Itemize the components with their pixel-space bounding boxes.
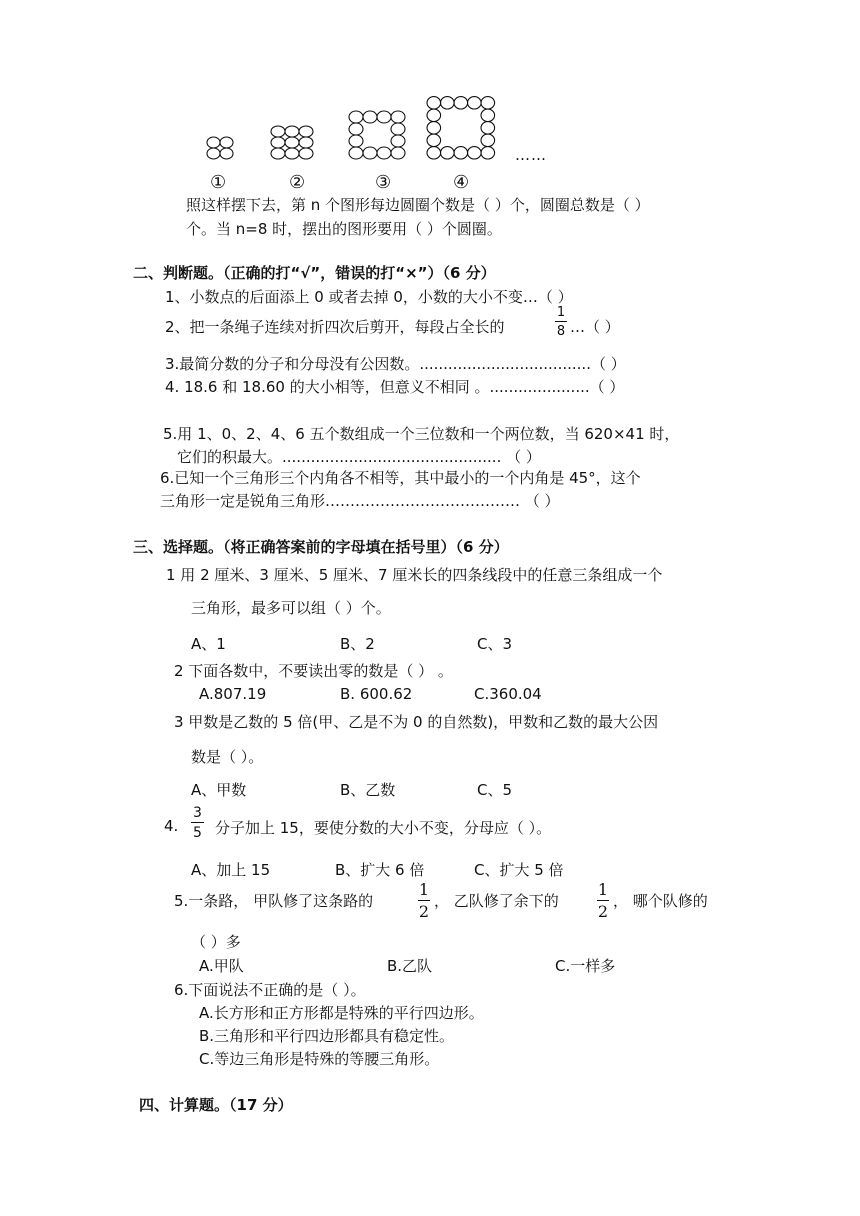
- pattern-ellipsis: ……: [515, 146, 547, 164]
- pattern-circle: [391, 135, 405, 147]
- pattern-circle: [481, 134, 495, 146]
- pattern-circle: [377, 111, 391, 123]
- pattern-circle: [271, 126, 285, 137]
- pattern-circle: [441, 97, 455, 109]
- choice-q3-option-a: A、甲数: [191, 781, 247, 799]
- choice-q1-option-b: B、2: [340, 635, 375, 653]
- choice-q5-option-a: A.甲队: [199, 957, 244, 975]
- choice-q6-option-c: C.等边三角形是特殊的等腰三角形。: [199, 1050, 440, 1068]
- pattern-circle: [427, 147, 441, 159]
- choice-q2: 2 下面各数中，不要读出零的数是（ ） 。: [174, 662, 453, 680]
- pattern-circle: [285, 148, 299, 159]
- pattern-circle: [427, 134, 441, 146]
- choice-q2-option-b: B. 600.62: [340, 685, 413, 703]
- pattern-circle: [441, 147, 455, 159]
- choice-q4-option-b: B、扩大 6 倍: [335, 861, 425, 879]
- judge-q3: 3.最简分数的分子和分母没有公因数。....................................（ ）: [165, 355, 626, 373]
- judge-q2-tail: …（ ）: [570, 318, 620, 336]
- section-3-title: 三、选择题。（将正确答案前的字母填在括号里）（6 分）: [133, 538, 509, 556]
- fraction-denominator: 2: [418, 902, 430, 921]
- choice-q5-part-3: ， 哪个队修的: [613, 892, 708, 910]
- choice-q3-line-2: 数是（ ）。: [191, 748, 264, 766]
- choice-q1-option-a: A、1: [191, 635, 226, 653]
- figure-label-4: ④: [453, 172, 470, 193]
- choice-q4-option-a: A、加上 15: [191, 861, 271, 879]
- pattern-question-line-2: 个。当 n=8 时，摆出的图形要用（ ）个圆圈。: [186, 220, 502, 238]
- choice-q2-option-c: C.360.04: [474, 685, 542, 703]
- pattern-circle: [271, 148, 285, 159]
- pattern-circle: [427, 122, 441, 134]
- pattern-circle: [427, 97, 441, 109]
- choice-q4-fraction: [191, 806, 204, 840]
- figure-label-2: ②: [289, 172, 306, 193]
- fraction-numerator: 1: [556, 305, 566, 320]
- section-4-title: 四、计算题。（17 分）: [139, 1096, 293, 1114]
- pattern-circle: [481, 147, 495, 159]
- fraction-numerator: 3: [193, 805, 202, 821]
- fraction-numerator: 1: [418, 880, 430, 899]
- figure-label-1: ①: [210, 172, 227, 193]
- judge-q5-line-1: 5.用 1、0、2、4、6 五个数组成一个三位数和一个两位数，当 620×41 时，: [163, 425, 680, 443]
- pattern-circle: [285, 137, 299, 148]
- judge-q6-line-1: 6.已知一个三角形三个内角各不相等，其中最小的一个内角是 45°，这个: [160, 469, 641, 487]
- choice-q1-option-c: C、3: [477, 635, 513, 653]
- pattern-circle: [349, 111, 363, 123]
- choice-q5-part-1: 5.一条路， 甲队修了这条路的: [174, 892, 374, 910]
- choice-q3-option-b: B、乙数: [340, 781, 396, 799]
- pattern-circle: [349, 147, 363, 159]
- choice-q6: 6.下面说法不正确的是（ ）。: [174, 981, 366, 999]
- pattern-question-line-1: 照这样摆下去，第 n 个图形每边圆圈个数是（ ）个，圆圈总数是（ ）: [186, 196, 650, 214]
- choice-q4-number: 4.: [164, 817, 179, 835]
- pattern-circle: [454, 97, 468, 109]
- pattern-circle: [220, 148, 233, 159]
- choice-q5-part-2: ， 乙队修了余下的: [434, 892, 559, 910]
- choice-q4-text: 分子加上 15，要使分数的大小不变，分母应（ ）。: [215, 819, 552, 837]
- choice-q6-option-a: A.长方形和正方形都是特殊的平行四边形。: [199, 1004, 484, 1022]
- pattern-circle: [271, 137, 285, 148]
- pattern-circle: [349, 123, 363, 135]
- pattern-circle: [349, 135, 363, 147]
- choice-q6-option-b: B.三角形和平行四边形都具有稳定性。: [199, 1027, 455, 1045]
- pattern-circle: [468, 97, 482, 109]
- pattern-circle: [207, 148, 220, 159]
- pattern-circle: [391, 111, 405, 123]
- pattern-circle: [207, 137, 220, 148]
- pattern-circle: [299, 137, 313, 148]
- choice-q4-option-c: C、扩大 5 倍: [474, 861, 564, 879]
- pattern-circle: [391, 123, 405, 135]
- pattern-circle: [481, 122, 495, 134]
- choice-q1-line-2: 三角形，最多可以组（ ）个。: [191, 599, 391, 617]
- judge-q5-line-2: 它们的积最大。.............................................. （ ）: [177, 448, 541, 466]
- pattern-circle: [391, 147, 405, 159]
- pattern-circle: [454, 147, 468, 159]
- choice-q3-line-1: 3 甲数是乙数的 5 倍(甲、乙是不为 0 的自然数)，甲数和乙数的最大公因: [174, 713, 659, 731]
- pattern-circle: [363, 111, 377, 123]
- judge-q2: 2、把一条绳子连续对折四次后剪开，每段占全长的: [165, 318, 505, 336]
- pattern-circle: [220, 137, 233, 148]
- pattern-circle: [363, 147, 377, 159]
- pattern-circle: [481, 109, 495, 121]
- pattern-circle: [299, 148, 313, 159]
- fraction-denominator: 8: [556, 324, 566, 339]
- choice-q1-line-1: 1 用 2 厘米、3 厘米、5 厘米、7 厘米长的四条线段中的任意三条组成一个: [166, 566, 663, 584]
- pattern-circle: [299, 126, 313, 137]
- choice-q5-fraction-2: [597, 882, 609, 920]
- judge-q4: 4. 18.6 和 18.60 的大小相等，但意义不相同 。.....................（ ）: [165, 378, 625, 396]
- choice-q5-option-c: C.一样多: [555, 957, 616, 975]
- choice-q5-fraction-1: [418, 882, 430, 920]
- judge-q1: 1、小数点的后面添上 0 或者去掉 0，小数的大小不变…（ ）: [165, 288, 573, 306]
- choice-q2-option-a: A.807.19: [199, 685, 267, 703]
- section-2-title: 二、判断题。（正确的打“√”，错误的打“×”）（6 分）: [133, 264, 496, 282]
- choice-q5-option-b: B.乙队: [387, 957, 433, 975]
- figure-label-3: ③: [375, 172, 392, 193]
- circle-pattern-figures: [0, 0, 860, 200]
- choice-q5-line-2: （ ）多: [191, 933, 241, 951]
- choice-q3-option-c: C、5: [477, 781, 513, 799]
- judge-q6-line-2: 三角形一定是锐角三角形………………………………… （ ）: [160, 492, 560, 510]
- pattern-circle: [377, 147, 391, 159]
- fraction-numerator: 1: [597, 880, 609, 899]
- pattern-circle: [481, 97, 495, 109]
- judge-q2-fraction: [555, 306, 567, 338]
- pattern-circle: [285, 126, 299, 137]
- pattern-circle: [468, 147, 482, 159]
- fraction-denominator: 2: [597, 902, 609, 921]
- fraction-denominator: 5: [193, 825, 202, 841]
- pattern-circle: [427, 109, 441, 121]
